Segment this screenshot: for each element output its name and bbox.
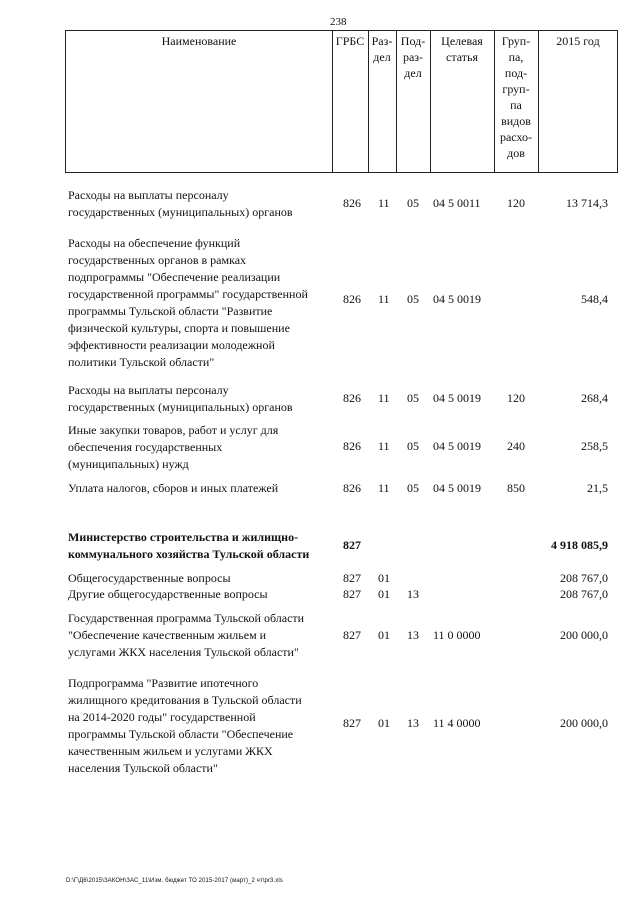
row-grbs: 826 [343,439,361,453]
column-divider [538,30,539,173]
file-path-footer: D:\Г\Д6\2015\ЗАКОН\ЗАС_11\Изм. бюджет ТО 2015-2017 (март)_2 чт\pr3.xls [66,878,283,884]
header-celevaya: Целевая статья [441,34,483,64]
row-celevaya: 11 4 0000 [433,716,481,730]
column-divider [332,30,333,173]
row-name: Другие общегосударственные вопросы [68,587,268,601]
row-razdel: 11 [378,391,390,405]
row-grbs: 826 [343,391,361,405]
row-sum: 208 767,0 [560,571,608,585]
row-name: Иные закупки товаров, работ и услуг для обеспечения государственных (муниципальных) нужд [68,423,279,471]
row-sum: 200 000,0 [560,716,608,730]
row-razdel: 01 [378,628,390,642]
row-celevaya: 04 5 0011 [433,196,481,210]
header-razdel: Раз- дел [371,34,393,64]
header-name: Наименование [161,34,237,48]
row-celevaya: 04 5 0019 [433,391,481,405]
row-name: Расходы на выплаты персоналу государственных (муниципальных) органов [68,188,293,219]
row-grbs: 827 [343,571,361,585]
row-razdel: 01 [378,571,390,585]
row-gruppa: 120 [507,196,525,210]
row-sum: 208 767,0 [560,587,608,601]
row-sum: 268,4 [581,391,608,405]
row-grbs: 827 [343,628,361,642]
row-sum: 258,5 [581,439,608,453]
row-podrazdel: 13 [407,716,419,730]
row-name: Общегосударственные вопросы [68,571,231,585]
row-grbs: 827 [343,538,361,552]
header-grbs: ГРБС [335,34,365,48]
row-razdel: 01 [378,587,390,601]
row-podrazdel: 13 [407,587,419,601]
row-razdel: 11 [378,196,390,210]
row-gruppa: 120 [507,391,525,405]
row-name: Расходы на выплаты персоналу государственных (муниципальных) органов [68,383,293,414]
row-podrazdel: 05 [407,439,419,453]
row-podrazdel: 05 [407,196,419,210]
row-sum: 4 918 085,9 [551,538,608,552]
row-razdel: 11 [378,481,390,495]
row-razdel: 01 [378,716,390,730]
row-razdel: 11 [378,439,390,453]
row-razdel: 11 [378,292,390,306]
row-podrazdel: 05 [407,292,419,306]
row-celevaya: 04 5 0019 [433,439,481,453]
row-name: Уплата налогов, сборов и иных платежей [68,481,279,495]
row-gruppa: 240 [507,439,525,453]
row-celevaya: 11 0 0000 [433,628,481,642]
row-celevaya: 04 5 0019 [433,292,481,306]
row-name: Государственная программа Тульской области "Обеспечение качественным жильем и услугами ЖКХ населения Тульской области" [68,611,305,659]
row-grbs: 827 [343,716,361,730]
row-grbs: 827 [343,587,361,601]
row-podrazdel: 05 [407,391,419,405]
row-grbs: 826 [343,292,361,306]
header-gruppa: Груп- па, под- груп- па видов расхо- дов [499,34,533,160]
row-grbs: 826 [343,481,361,495]
page-number: 238 [330,16,347,28]
header-year: 2015 год [556,34,600,48]
header-podrazdel: Под- раз- дел [400,34,426,80]
row-celevaya: 04 5 0019 [433,481,481,495]
row-sum: 21,5 [587,481,608,495]
row-gruppa: 850 [507,481,525,495]
row-grbs: 826 [343,196,361,210]
row-podrazdel: 13 [407,628,419,642]
row-sum: 200 000,0 [560,628,608,642]
row-podrazdel: 05 [407,481,419,495]
row-sum: 13 714,3 [566,196,608,210]
row-sum: 548,4 [581,292,608,306]
row-name: Министерство строительства и жилищно- коммунального хозяйства Тульской области [68,530,310,561]
row-name: Подпрограмма "Развитие ипотечного жилищного кредитования в Тульской области на 2014-2020 годы" государственной программы Тульской области "Обеспечение качественным жильем и услугами ЖКХ населения Тульской области" [68,676,302,775]
row-name: Расходы на обеспечение функций государственных органов в рамках подпрограммы "Обеспечение реализации государственной программы" государственной программы Тульской области "Развитие физической культуры, спорта и повышение эффективности реализации молодежной политики Тульской области" [68,236,308,369]
